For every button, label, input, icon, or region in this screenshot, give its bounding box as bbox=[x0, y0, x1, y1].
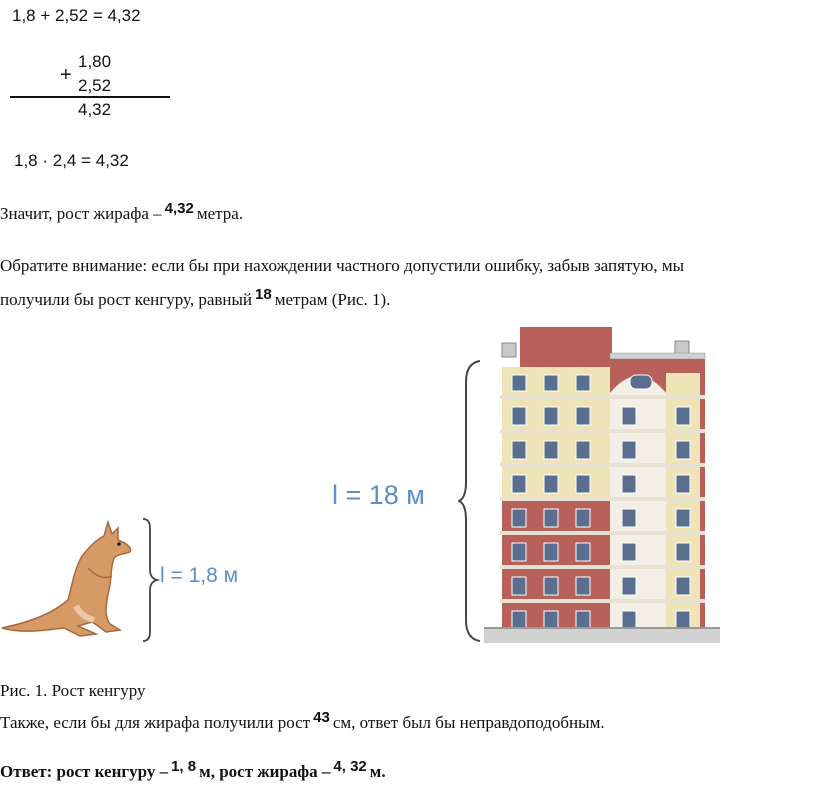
paragraph-text: метрам (Рис. 1). bbox=[274, 290, 391, 309]
column-result: 4,32 bbox=[78, 100, 112, 119]
kangaroo-image bbox=[0, 510, 160, 645]
paragraph-text: метра. bbox=[196, 204, 244, 223]
kangaroo-height-brace bbox=[140, 518, 160, 642]
formula-value: 4,32 bbox=[164, 200, 194, 217]
answer-line bbox=[0, 758, 386, 782]
answer-text: м. bbox=[369, 762, 386, 781]
paragraph-giraffe-height bbox=[0, 200, 244, 224]
equation-product: 1,8 · 2,4 = 4,32 bbox=[14, 151, 129, 170]
formula-value: 18 bbox=[255, 286, 272, 303]
kangaroo-height-label: l = 1,8 м bbox=[160, 564, 239, 587]
answer-text: Ответ: рост кенгуру – bbox=[0, 762, 169, 781]
answer-text: м, рост жирафа – bbox=[199, 762, 331, 781]
paragraph-text: см, ответ был бы неправдоподобным. bbox=[332, 713, 605, 732]
column-top-operand: 1,80 bbox=[78, 52, 112, 71]
formula-value: 1, 8 bbox=[171, 758, 197, 775]
formula-value: 43 bbox=[313, 709, 330, 726]
column-divider-line bbox=[10, 96, 170, 98]
paragraph-text: получили бы рост кенгуру, равный bbox=[0, 290, 253, 309]
formula-value: 4, 32 bbox=[333, 758, 367, 775]
figure-caption: Рис. 1. Рост кенгуру bbox=[0, 681, 146, 700]
paragraph-text: Также, если бы для жирафа получили рост bbox=[0, 713, 311, 732]
paragraph-text: Значит, рост жирафа – bbox=[0, 204, 162, 223]
column-plus-sign: + bbox=[60, 64, 72, 86]
equation-sum: 1,8 + 2,52 = 4,32 bbox=[12, 6, 141, 25]
building-height-label: l = 18 м bbox=[332, 480, 425, 510]
building-image bbox=[480, 325, 720, 645]
paragraph-attention-line1: Обратите внимание: если бы при нахождении частного допустили ошибку, забыв запятую, мы bbox=[0, 256, 684, 275]
paragraph-attention-line2 bbox=[0, 286, 391, 310]
paragraph-alternative-answer bbox=[0, 709, 605, 733]
column-bottom-operand: 2,52 bbox=[78, 76, 112, 95]
